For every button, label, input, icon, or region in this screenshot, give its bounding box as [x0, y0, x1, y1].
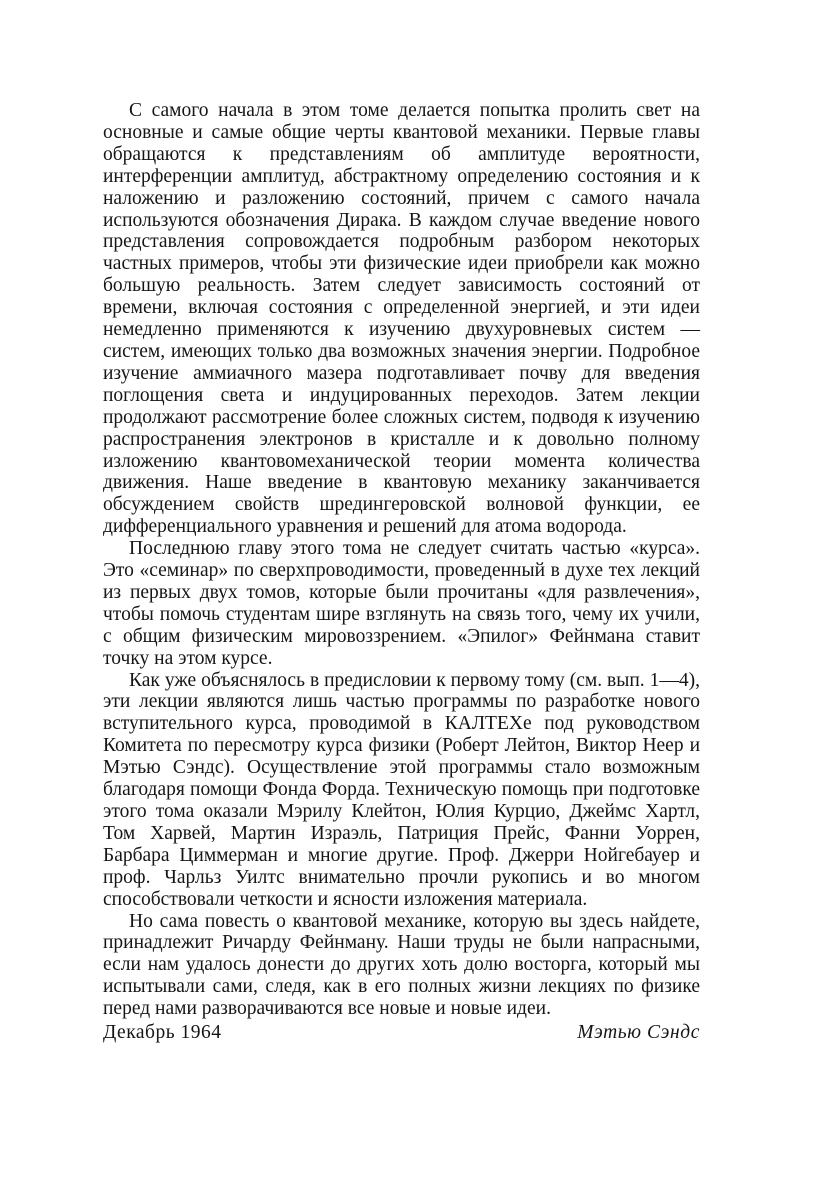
author-name: Мэтью Сэндс — [577, 1022, 700, 1044]
paragraph-4: Но сама повесть о квантовой механике, которую вы здесь найдете, принадлежит Ричарду Фейнману. Наши труды не были напрасными, если нам удалось донести до других хоть долю восторга, который мы испытывали сами, следя, как в его полных жизни лекциях по физике перед нами разворачиваются все новые и новые идеи. — [103, 910, 700, 1020]
preface-page — [103, 100, 700, 1044]
signature-line — [103, 1022, 700, 1044]
paragraph-2: Последнюю главу этого тома не следует считать частью «курса». Это «семинар» по сверхпроводимости, проведенный в духе тех лекций из первых двух томов, которые были прочитаны «для развлечения», чтобы помочь студентам шире взглянуть на связь того, чему их учили, с общим физическим мировоззрением. «Эпилог» Фейнмана ставит точку на этом курсе. — [103, 538, 700, 669]
date-text: Декабрь 1964 — [103, 1022, 222, 1044]
paragraph-1: С самого начала в этом томе делается попытка пролить свет на основные и самые общие черты квантовой механики. Первые главы обращаются к представлениям об амплитуде вероятности, интерференции амплитуд, абстрактному определению состояния и к наложению и разложению состояний, причем с самого начала используются обозначения Дирака. В каждом случае введение нового представления сопровождается подробным разбором некоторых частных примеров, чтобы эти физические идеи приобрели как можно большую реальность. Затем следует зависимость состояний от времени, включая состояния с определенной энергией, и эти идеи немедленно применяются к изучению двухуровневых систем — систем, имеющих только два возможных значения энергии. Подробное изучение аммиачного мазера подготавливает почву для введения поглощения света и индуцированных переходов. Затем лекции продолжают рассмотрение более сложных систем, подводя к изучению распространения электронов в кристалле и к довольно полному изложению квантовомеханической теории момента количества движения. Наше введение в квантовую механику заканчивается обсуждением свойств шредингеровской волновой функции, ее дифференциального уравнения и решений для атома водорода. — [103, 100, 700, 538]
paragraph-3: Как уже объяснялось в предисловии к первому тому (см. вып. 1—4), эти лекции являются лишь частью программы по разработке нового вступительного курса, проводимой в КАЛТЕХе под руководством Комитета по пересмотру курса физики (Роберт Лейтон, Виктор Неер и Мэтью Сэндс). Осуществление этой программы стало возможным благодаря помощи Фонда Форда. Техническую помощь при подготовке этого тома оказали Мэрилу Клейтон, Юлия Курцио, Джеймс Хартл, Том Харвей, Мартин Израэль, Патриция Прейс, Фанни Уоррен, Барбара Циммерман и многие другие. Проф. Джерри Нойгебауер и проф. Чарльз Уилтс внимательно прочли рукопись и во многом способствовали четкости и ясности изложения материала. — [103, 669, 700, 910]
